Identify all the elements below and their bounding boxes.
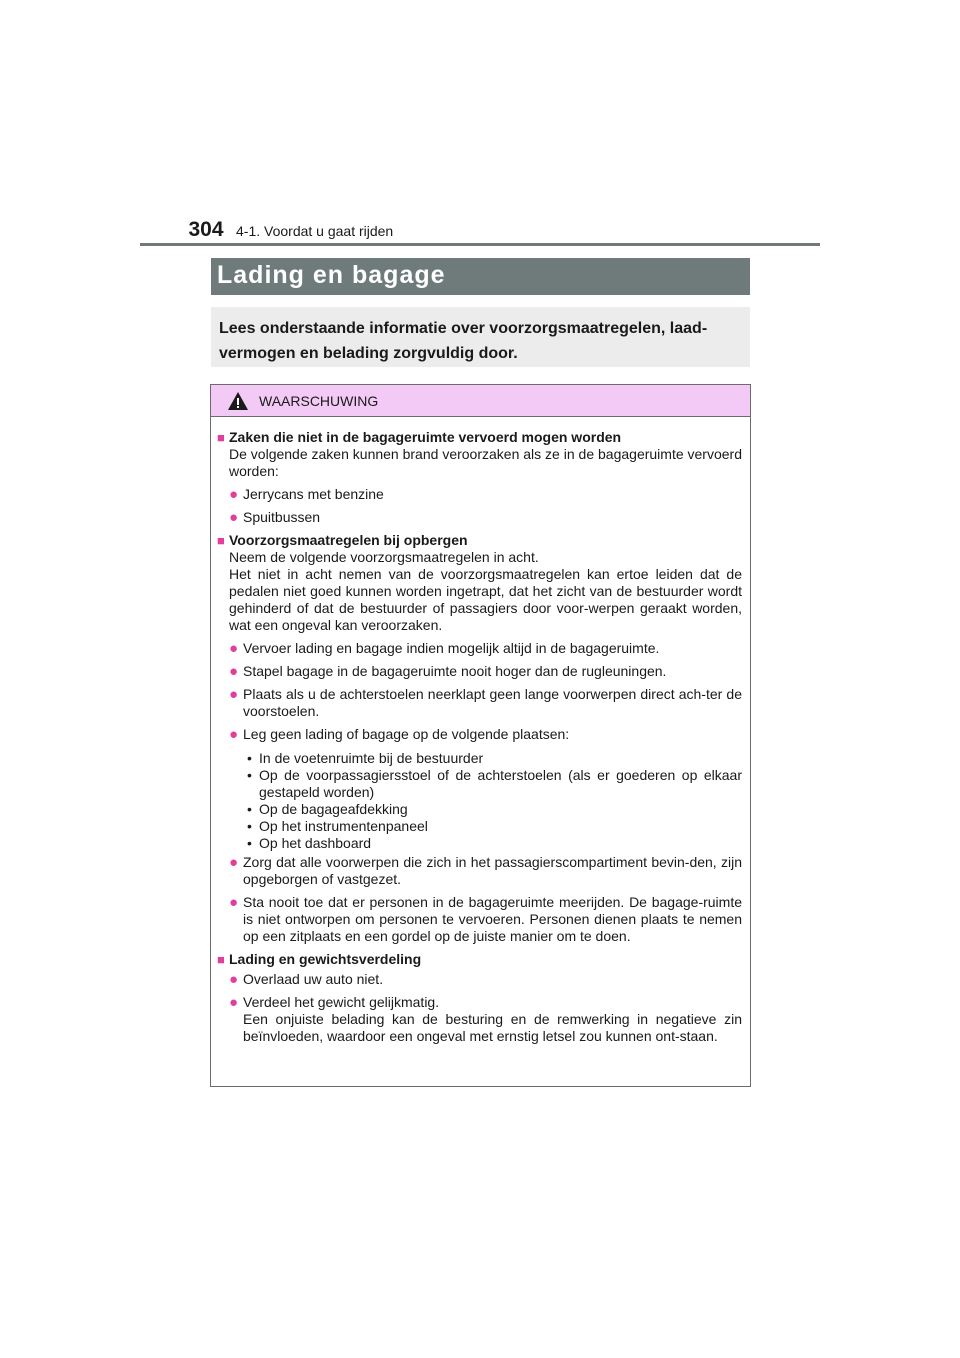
dot-bullet-icon: ● [229,640,239,657]
section-heading: Lading en gewichtsverdeling [229,951,422,967]
list-item-detail: Een onjuiste belading kan de besturing en de remwerking in negatieve zin beïnvloeden, waardoor een ongeval met ernstig letsel zou kunnen ont-staan. [243,1011,742,1044]
warning-section [217,429,742,480]
warning-triangle-icon [227,391,249,411]
list-item: ● Leg geen lading of bagage op de volgende plaatsen: [229,726,570,743]
dot-bullet-icon: ● [229,854,239,871]
list-item: ● Plaats als u de achterstoelen neerklapt geen lange voorwerpen direct ach-ter de voorstoelen. [229,686,742,719]
section-text: Neem de volgende voorzorgsmaatregelen in acht. [229,549,539,565]
dot-bullet-icon: ● [229,663,239,680]
dot-bullet-icon: ● [229,486,239,503]
list-item: ● Verdeel het gewicht gelijkmatig. Een onjuiste belading kan de besturing en de remwerking in negatieve zin beïnvloeden, waardoor een ongeval met ernstig letsel zou kunnen ont-staan. [229,994,742,1044]
warning-box [210,384,751,1087]
list-item: ● Zorg dat alle voorwerpen die zich in het passagierscompartiment bevin-den, zijn opgeborgen of vastgezet. [229,854,742,887]
square-bullet-icon: ■ [217,952,225,967]
intro-text: Lees onderstaande informatie over voorzorgsmaatregelen, laad-vermogen en belading zorgvuldig door. [219,320,708,362]
list-item: ● Vervoer lading en bagage indien mogelijk altijd in de bagageruimte. [229,640,660,657]
section-text: De volgende zaken kunnen brand veroorzaken als ze in de bagageruimte vervoerd worden: [229,446,742,479]
list-item: ● Jerrycans met benzine [229,486,384,503]
square-bullet-icon: ■ [217,430,225,445]
header-divider [140,243,820,246]
page-header [184,218,393,242]
warning-section [217,532,742,634]
dot-bullet-icon: ● [229,686,239,703]
dot-bullet-icon: ● [229,894,239,911]
intro-box [211,307,750,367]
section-heading: Voorzorgsmaatregelen bij opbergen [229,532,468,548]
section-text: Het niet in acht nemen van de voorzorgsmaatregelen kan ertoe leiden dat de pedalen niet goed kunnen worden ingetrapt, dat het zicht van de bestuurder wordt gehinderd of dat de bestuurder of passagiers door voor-werpen geraakt worden, wat een ongeval kan veroorzaken. [229,566,742,633]
warning-header [211,385,750,417]
page-number: 304 [188,218,224,241]
places-list [245,750,742,852]
list-item: • Op de voorpassagiersstoel of de achterstoelen (als er goederen op elkaar gestapeld worden) [247,767,742,800]
list-item: ● Stapel bagage in de bagageruimte nooit hoger dan de rugleuningen. [229,663,667,680]
list-item: • Op het dashboard [247,835,372,851]
title-bar [211,258,750,295]
list-item: • Op de bagageafdekking [247,801,408,817]
square-bullet-icon: ■ [217,533,225,548]
section-heading: Zaken die niet in de bagageruimte vervoerd mogen worden [229,429,622,445]
page-title: Lading en bagage [217,261,446,289]
dot-bullet-icon: ● [229,994,239,1011]
warning-label: WAARSCHUWING [259,392,379,409]
list-item: • Op het instrumentenpaneel [247,818,428,834]
warning-section [217,951,742,968]
warning-body [211,417,750,1045]
dot-bullet-icon: ● [229,509,239,526]
dot-bullet-icon: ● [229,971,239,988]
list-item: ● Sta nooit toe dat er personen in de bagageruimte meerijden. De bagage-ruimte is niet ontworpen om personen te vervoeren. Personen dienen plaats te nemen op een zitplaats en een gordel op de juiste manier om te doen. [229,894,742,944]
list-item: ● Spuitbussen [229,509,321,526]
section-title: 4-1. Voordat u gaat rijden [236,223,394,239]
list-item: ● Overlaad uw auto niet. [229,971,384,988]
dot-bullet-icon: ● [229,726,239,743]
list-item: • In de voetenruimte bij de bestuurder [247,750,484,766]
